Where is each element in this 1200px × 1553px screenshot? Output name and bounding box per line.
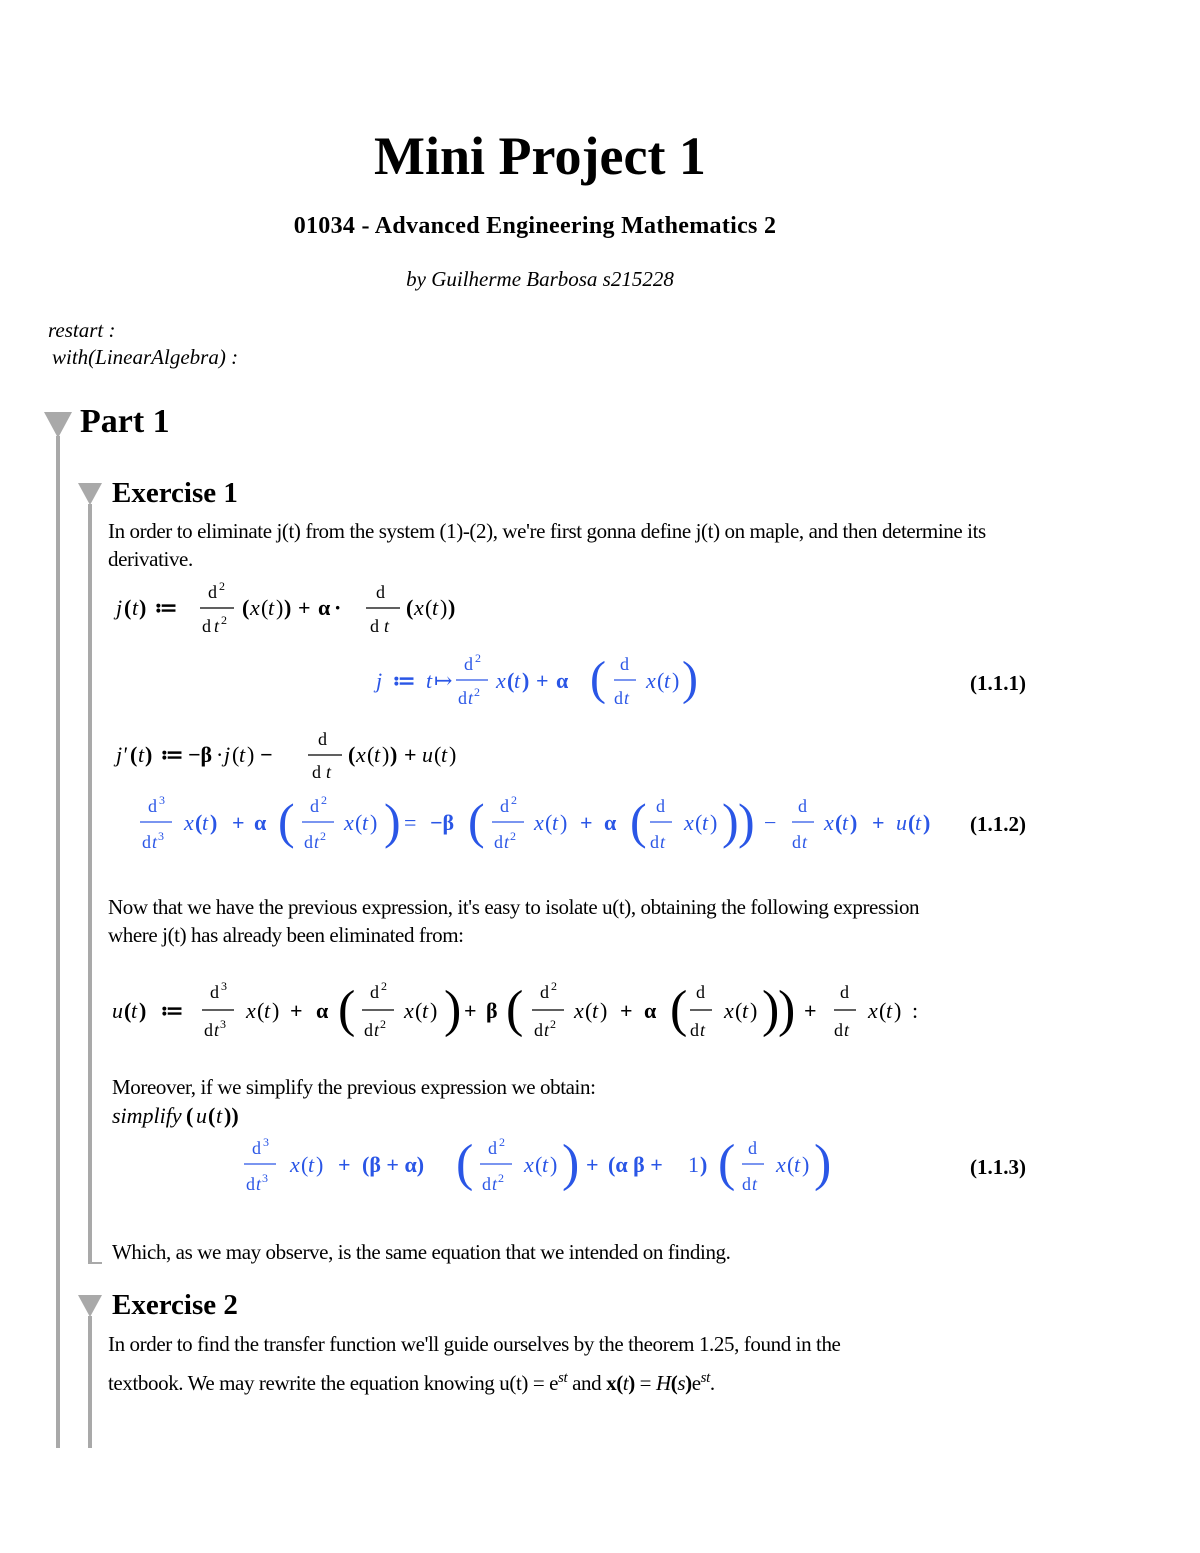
svg-text:simplify: simplify [112, 1103, 182, 1128]
svg-text:t: t [492, 1174, 498, 1194]
svg-text:+: + [464, 998, 477, 1023]
svg-text:d: d [798, 796, 807, 816]
svg-text:): ) [440, 595, 448, 620]
svg-text:t: t [131, 998, 138, 1023]
svg-text:(: ( [434, 742, 442, 767]
svg-text:2: 2 [381, 979, 387, 993]
svg-text:d: d [210, 982, 219, 1002]
svg-text:): ) [560, 810, 568, 835]
svg-text:(: ( [367, 742, 375, 767]
svg-text:d: d [696, 982, 705, 1002]
svg-text:3: 3 [159, 793, 165, 807]
svg-text:u: u [422, 742, 433, 767]
svg-text:+: + [232, 810, 245, 835]
svg-text:t: t [794, 1152, 801, 1177]
svg-text:d: d [142, 832, 151, 852]
svg-text:x: x [776, 1152, 786, 1177]
svg-text:(: ( [124, 595, 132, 620]
svg-text:t: t [742, 998, 749, 1023]
svg-text:t: t [314, 832, 320, 852]
svg-text:): ) [145, 742, 153, 767]
svg-text:): ) [384, 793, 401, 849]
svg-text:↦: ↦ [434, 668, 453, 693]
svg-text:): ) [448, 595, 456, 620]
svg-text:(: ( [257, 998, 265, 1023]
svg-text:x: x [574, 998, 584, 1023]
equation-label-1-1-2: (1.1.2) [970, 812, 1026, 836]
svg-text:): ) [700, 1152, 708, 1177]
svg-text:2: 2 [221, 613, 227, 627]
svg-text:j': j' [116, 742, 127, 767]
svg-text:t: t [152, 832, 158, 852]
svg-text:j: j [376, 668, 383, 693]
svg-text:+: + [620, 998, 633, 1023]
with-linearalgebra-command[interactable]: with(LinearAlgebra) : [52, 345, 239, 369]
svg-text:t: t [752, 1174, 758, 1194]
svg-text:t: t [138, 742, 145, 767]
svg-text:): ) [390, 742, 398, 767]
svg-text:t: t [426, 668, 433, 693]
svg-text:(: ( [468, 793, 485, 849]
svg-text:d: d [742, 1174, 751, 1194]
exercise2-intro-line1: In order to find the transfer function we'll guide ourselves by the theorem 1.25, found in the [108, 1332, 841, 1356]
exercise1-section-bar-end [88, 1262, 102, 1264]
svg-text:α: α [644, 998, 657, 1023]
svg-text:): ) [762, 981, 780, 1038]
output-1-1-2-math [134, 786, 954, 862]
svg-text:(: ( [908, 810, 916, 835]
svg-text:2: 2 [499, 1135, 505, 1149]
svg-text:): ) [430, 998, 438, 1023]
svg-text:): ) [738, 793, 755, 849]
svg-text:d: d [464, 654, 473, 674]
exercise1-collapse-toggle[interactable] [78, 483, 102, 505]
svg-text:t: t [256, 1174, 262, 1194]
svg-text:2: 2 [320, 829, 326, 843]
part1-collapse-toggle[interactable] [44, 412, 72, 438]
svg-text:(: ( [195, 810, 203, 835]
svg-text:): ) [550, 1152, 558, 1177]
svg-text:d: d [458, 688, 467, 708]
svg-text:t: t [239, 742, 246, 767]
svg-text:d: d [204, 1020, 213, 1040]
svg-text:): ) [449, 742, 457, 767]
svg-text:2: 2 [498, 1171, 504, 1185]
svg-text:d: d [370, 982, 379, 1002]
svg-text:+: + [290, 998, 303, 1023]
svg-text:): ) [682, 652, 698, 705]
svg-text:+: + [586, 1152, 599, 1177]
output-1-1-3-math [238, 1128, 858, 1208]
svg-text:(β + α): (β + α) [362, 1152, 425, 1177]
exercise2-intro-line2-text: textbook. We may rewrite the equation knowing u(t) = e [108, 1371, 559, 1395]
svg-text:(: ( [535, 1152, 543, 1177]
svg-text:): ) [894, 998, 902, 1023]
exercise1-section-bar[interactable] [88, 504, 92, 1262]
svg-text:x: x [184, 810, 194, 835]
svg-text:+: + [536, 668, 549, 693]
svg-text:(: ( [670, 981, 688, 1038]
svg-text:1: 1 [688, 1152, 699, 1177]
svg-text:): ) [316, 1152, 324, 1177]
svg-text:x: x [250, 595, 260, 620]
svg-text:+: + [298, 595, 311, 620]
svg-text:(: ( [355, 810, 363, 835]
svg-text:): ) [284, 595, 292, 620]
svg-text:α: α [318, 595, 331, 620]
svg-text:t: t [326, 762, 332, 782]
svg-text:d: d [364, 1020, 373, 1040]
svg-text:2: 2 [321, 793, 327, 807]
svg-text:(: ( [506, 981, 524, 1038]
svg-text:): ) [139, 998, 147, 1023]
svg-text:(: ( [545, 810, 553, 835]
svg-text:x: x [824, 810, 834, 835]
svg-text:j: j [224, 742, 231, 767]
svg-text:t: t [468, 688, 474, 708]
svg-text:(: ( [124, 998, 132, 1023]
svg-text:t: t [374, 1020, 380, 1040]
svg-text:d: d [208, 582, 217, 602]
exercise2-collapse-toggle[interactable] [78, 1295, 102, 1317]
svg-text:d: d [310, 796, 319, 816]
svg-text:t: t [544, 1020, 550, 1040]
svg-text:): ) [210, 810, 218, 835]
svg-text:x: x [344, 810, 354, 835]
svg-text:+: + [338, 1152, 351, 1177]
svg-text:): ) [600, 998, 608, 1023]
document-title: Mini Project 1 [374, 126, 706, 186]
svg-text:(: ( [242, 595, 250, 620]
svg-text:≔: ≔ [392, 668, 416, 693]
svg-text:t: t [552, 810, 559, 835]
svg-text:x: x [356, 742, 366, 767]
svg-text:d: d [246, 1174, 255, 1194]
svg-text:t: t [542, 1152, 549, 1177]
input-j-definition[interactable] [110, 578, 490, 638]
svg-text:): ) [923, 810, 931, 835]
equation-label-1-1-1: (1.1.1) [970, 671, 1026, 695]
svg-text:t: t [264, 998, 271, 1023]
svg-text:t: t [132, 595, 139, 620]
svg-text:t: t [441, 742, 448, 767]
svg-text:−: − [764, 810, 777, 835]
svg-text:d: d [202, 616, 211, 636]
svg-text:−β: −β [188, 742, 213, 767]
svg-text:3: 3 [263, 1135, 269, 1149]
exercise2-intro-line2: textbook. We may rewrite the equation knowing $u(t) = e^{st}$ and $x(t) = H(s)e^{st}$. [108, 1370, 715, 1395]
svg-text:(: ( [507, 668, 515, 693]
svg-text:t: t [702, 810, 709, 835]
svg-text:d: d [376, 582, 385, 602]
svg-text:(: ( [278, 793, 295, 849]
svg-text:x: x [496, 668, 506, 693]
svg-text:t: t [514, 668, 521, 693]
svg-text:(: ( [186, 1103, 194, 1128]
exercise1-heading: Exercise 1 [112, 477, 238, 509]
svg-text:(: ( [415, 998, 423, 1023]
svg-text:d: d [318, 729, 327, 749]
svg-text:−β: −β [430, 810, 455, 835]
exercise1-conclusion: Which, as we may observe, is the same equation that we intended on finding. [112, 1240, 731, 1264]
svg-text:): ) [850, 810, 858, 835]
svg-text:t: t [362, 810, 369, 835]
part1-section-bar[interactable] [56, 436, 60, 1448]
svg-text:): ) [276, 595, 284, 620]
svg-text:t: t [592, 998, 599, 1023]
svg-text:(: ( [425, 595, 433, 620]
svg-text:3: 3 [221, 979, 227, 993]
svg-text:t: t [268, 595, 275, 620]
svg-text:+: + [404, 742, 417, 767]
svg-text:2: 2 [475, 651, 481, 665]
svg-text:u: u [896, 810, 907, 835]
svg-text:x: x [684, 810, 694, 835]
svg-text:x: x [404, 998, 414, 1023]
svg-text:d: d [252, 1138, 261, 1158]
svg-text:t: t [700, 1020, 706, 1040]
svg-text:(: ( [232, 742, 240, 767]
svg-text:2: 2 [550, 1017, 556, 1031]
svg-text:(: ( [338, 981, 356, 1038]
svg-text:(: ( [130, 742, 138, 767]
part1-heading: Part 1 [80, 403, 170, 440]
svg-text:d: d [494, 832, 503, 852]
svg-text:t: t [664, 668, 671, 693]
svg-text:): ) [139, 595, 147, 620]
svg-text:(: ( [585, 998, 593, 1023]
svg-text:·: · [216, 742, 224, 767]
svg-text:t: t [660, 832, 666, 852]
svg-text:t: t [422, 998, 429, 1023]
svg-text:+: + [872, 810, 885, 835]
svg-text:2: 2 [511, 793, 517, 807]
svg-text:2: 2 [551, 979, 557, 993]
author-line: by Guilherme Barbosa s215228 [406, 267, 674, 291]
svg-text:(: ( [456, 1135, 474, 1192]
svg-text:)): )) [224, 1103, 239, 1128]
svg-text:≔: ≔ [154, 595, 178, 620]
svg-text:t: t [214, 1020, 220, 1040]
svg-text:α: α [556, 668, 569, 693]
svg-text:d: d [540, 982, 549, 1002]
svg-text:α: α [316, 998, 329, 1023]
svg-text:t: t [374, 742, 381, 767]
svg-text:d: d [148, 796, 157, 816]
svg-text:): ) [778, 981, 796, 1038]
svg-text:d: d [482, 1174, 491, 1194]
svg-text:3: 3 [158, 829, 164, 843]
svg-text:(: ( [301, 1152, 309, 1177]
svg-text:·: · [334, 595, 342, 620]
isolate-u-paragraph: Now that we have the previous expression, it's easy to isolate u(t), obtaining the following expression where j(t) has already been eliminated from: [108, 895, 920, 947]
svg-text:t: t [432, 595, 439, 620]
svg-text:(: ( [348, 742, 356, 767]
svg-text:j: j [116, 595, 123, 620]
exercise2-section-bar[interactable] [88, 1316, 92, 1448]
svg-text:): ) [814, 1135, 832, 1192]
equation-label-1-1-3: (1.1.3) [970, 1155, 1026, 1179]
svg-text:d: d [370, 616, 379, 636]
svg-text:d: d [650, 832, 659, 852]
svg-text:t: t [624, 688, 630, 708]
svg-text:≔: ≔ [160, 998, 184, 1023]
svg-text:): ) [672, 668, 680, 693]
svg-text:d: d [690, 1020, 699, 1040]
svg-text:): ) [522, 668, 530, 693]
svg-text:t: t [384, 616, 390, 636]
svg-text:(: ( [630, 793, 647, 849]
svg-text:): ) [382, 742, 390, 767]
svg-text:): ) [710, 810, 718, 835]
svg-text:≔: ≔ [160, 742, 184, 767]
svg-text:−: − [260, 742, 273, 767]
svg-text:(: ( [787, 1152, 795, 1177]
svg-text:): ) [802, 1152, 810, 1177]
svg-text:(: ( [835, 810, 843, 835]
svg-text:x: x [534, 810, 544, 835]
svg-text:u: u [112, 998, 123, 1023]
svg-text:t: t [214, 616, 220, 636]
exercise2-heading: Exercise 2 [112, 1289, 238, 1321]
svg-text:(: ( [590, 652, 606, 705]
output-1-1-1-math [370, 646, 710, 716]
svg-text:+: + [580, 810, 593, 835]
svg-text:d: d [304, 832, 313, 852]
svg-text:α: α [604, 810, 617, 835]
svg-text:d: d [792, 832, 801, 852]
svg-text:d: d [840, 982, 849, 1002]
course-subtitle: 01034 - Advanced Engineering Mathematics 2 [293, 213, 777, 239]
svg-text:3: 3 [262, 1171, 268, 1185]
svg-text:β: β [486, 998, 498, 1023]
svg-text::: : [912, 998, 919, 1023]
svg-text:t: t [216, 1103, 223, 1128]
svg-text:t: t [842, 810, 849, 835]
svg-text:t: t [504, 832, 510, 852]
svg-text:x: x [414, 595, 424, 620]
svg-text:): ) [370, 810, 378, 835]
svg-text:d: d [500, 796, 509, 816]
svg-text:u: u [196, 1103, 207, 1128]
input-u-definition[interactable] [106, 970, 946, 1050]
svg-text:(: ( [718, 1135, 736, 1192]
svg-text:d: d [488, 1138, 497, 1158]
svg-text:x: x [868, 998, 878, 1023]
svg-text:(: ( [879, 998, 887, 1023]
svg-text:d: d [312, 762, 321, 782]
svg-text:d: d [620, 654, 629, 674]
svg-text:2: 2 [474, 685, 480, 699]
svg-text:(: ( [657, 668, 665, 693]
svg-text:d: d [748, 1138, 757, 1158]
svg-text:): ) [272, 998, 280, 1023]
svg-text:): ) [444, 981, 462, 1038]
svg-text:d: d [656, 796, 665, 816]
svg-text:x: x [246, 998, 256, 1023]
svg-text:+: + [804, 998, 817, 1023]
svg-text:(: ( [406, 595, 414, 620]
svg-text:2: 2 [219, 579, 225, 593]
svg-text:2: 2 [380, 1017, 386, 1031]
svg-text:x: x [524, 1152, 534, 1177]
svg-text:): ) [750, 998, 758, 1023]
svg-text:(α β +: (α β + [608, 1152, 663, 1177]
svg-text:t: t [844, 1020, 850, 1040]
exercise1-intro: In order to eliminate j(t) from the system (1)-(2), we're first gonna define j(t) on maple, and then determine its derivative. [108, 519, 986, 571]
svg-text:x: x [646, 668, 656, 693]
svg-text:d: d [834, 1020, 843, 1040]
svg-text:(: ( [208, 1103, 216, 1128]
svg-text:3: 3 [220, 1017, 226, 1031]
svg-text:x: x [290, 1152, 300, 1177]
svg-text:t: t [202, 810, 209, 835]
svg-text:(: ( [261, 595, 269, 620]
input-j-prime-definition[interactable] [110, 726, 510, 784]
svg-text:x: x [724, 998, 734, 1023]
svg-text:d: d [614, 688, 623, 708]
svg-text:2: 2 [510, 829, 516, 843]
svg-text:α: α [254, 810, 267, 835]
svg-text:t: t [308, 1152, 315, 1177]
svg-text:t: t [915, 810, 922, 835]
svg-text:): ) [247, 742, 255, 767]
svg-text:(: ( [695, 810, 703, 835]
svg-text:): ) [722, 793, 739, 849]
svg-text:t: t [802, 832, 808, 852]
svg-text:d: d [534, 1020, 543, 1040]
svg-text:t: t [886, 998, 893, 1023]
svg-text:=: = [404, 810, 417, 835]
svg-text:): ) [562, 1135, 580, 1192]
restart-command[interactable]: restart : [48, 318, 116, 342]
svg-text:(: ( [735, 998, 743, 1023]
simplify-paragraph: Moreover, if we simplify the previous expression we obtain: [112, 1075, 596, 1099]
